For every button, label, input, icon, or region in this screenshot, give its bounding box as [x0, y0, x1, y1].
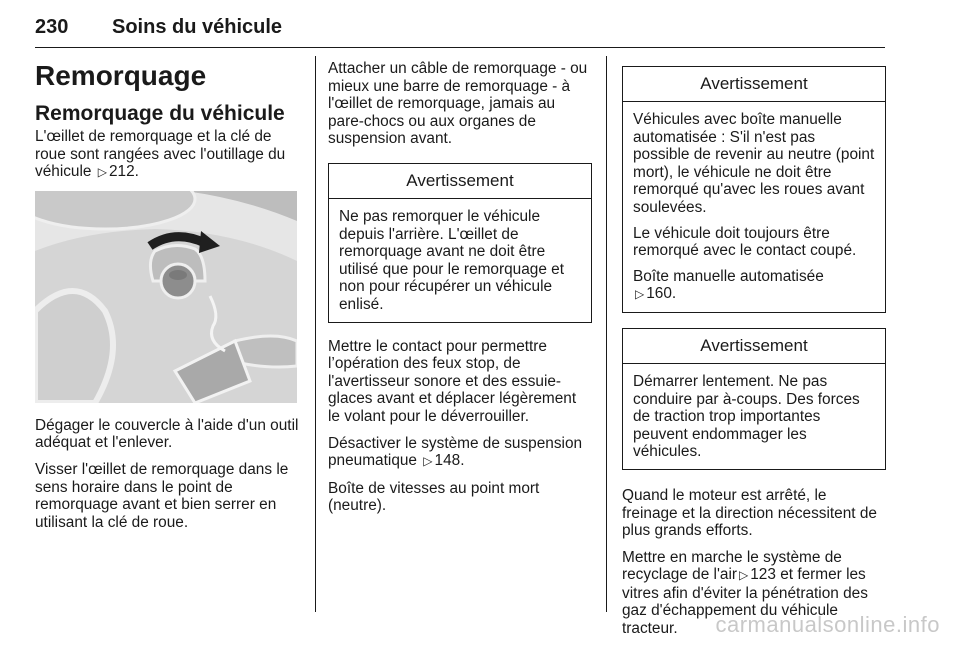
paragraph-attach-cable: Attacher un câble de remorquage - ou mieux une barre de remorquage - à l'œillet de remorquage, jamais au pare-chocs ou aux organes de suspension avant.: [328, 60, 588, 148]
page-ref-arrow-icon: ▷: [739, 568, 749, 583]
column-2: [328, 60, 592, 524]
towing-eye-illustration: [35, 191, 297, 403]
page-ref-arrow-icon: ▷: [423, 454, 433, 469]
paragraph-remove-cover: Dégager le couvercle à l'aide d'un outil adéquat et l'enlever.: [35, 416, 299, 452]
column-divider-1: [315, 56, 316, 612]
bumper-illustration-svg: [35, 191, 297, 403]
paragraph-suspension: Désactiver le système de suspension pneumatique ▷ 148.: [328, 434, 583, 470]
subsection-title: Remorquage du véhicule: [35, 102, 285, 125]
page-ref[interactable]: 148.: [434, 452, 465, 470]
page-header: [35, 6, 885, 50]
section-title: Remorquage: [35, 60, 207, 91]
column-divider-2: [606, 56, 607, 612]
page-ref[interactable]: 212.: [108, 163, 139, 181]
page-number: 230: [35, 16, 69, 38]
watermark: carmanualsonline.info: [715, 612, 940, 637]
column-3: [622, 66, 886, 647]
intro-paragraph: L'œillet de remorquage et la clé de roue sont rangées avec l'outillage du véhicule ▷ 212.: [35, 128, 286, 181]
header-rule: [35, 47, 885, 48]
warning-title: Avertissement: [623, 67, 885, 102]
paragraph-ignition: Mettre le contact pour permettre l’opération des feux stop, de l'avertisseur sonore et des essuie-glaces avant et déplacer légèrement le volant pour le déverrouiller.: [328, 337, 577, 425]
warning-body: Ne pas remorquer le véhicule depuis l'arrière. L'œillet de remorquage avant ne doit être utilisé que pour le remorquage et non pour récupérer un véhicule enlisé.: [339, 207, 565, 313]
warning-box-1: [328, 163, 592, 323]
paragraph-air-recirculation: Mettre en marche le système de recyclage de l'air ▷ 123 et fermer les vitres afin d'éviter la pénétration des gaz d'échappement du véhicule tracteur.: [622, 548, 868, 638]
warning-box-2: [622, 66, 886, 313]
running-title: Soins du véhicule: [112, 16, 283, 38]
page-ref[interactable]: 160.: [646, 285, 677, 303]
column-1: [35, 60, 303, 540]
warning-body: Démarrer lentement. Ne pas conduire par à-coups. Des forces de traction trop importantes peuvent endommager les véhicules.: [633, 372, 860, 461]
page-ref-arrow-icon: ▷: [97, 165, 107, 180]
paragraph-neutral: Boîte de vitesses au point mort (neutre).: [328, 479, 540, 515]
warning-box-3: [622, 328, 886, 470]
warning-body: Véhicules avec boîte manuelle automatisée : S'il n'est pas possible de revenir au neutre (point mort), le véhicule ne doit être remorqué qu'avec les roues avant soulevées. Le véhicule doit toujours être remorqué avec le contact coupé. Boîte manuelle automatisée ▷ 160.: [633, 111, 875, 303]
warning-title: Avertissement: [329, 164, 591, 199]
paragraph-engine-off: Quand le moteur est arrêté, le freinage et la direction nécessitent de plus grands efforts.: [622, 486, 877, 540]
page-ref[interactable]: 123: [750, 566, 776, 584]
paragraph-screw-eye: Visser l'œillet de remorquage dans le sens horaire dans le point de remorquage avant et bien serrer en utilisant la clé de roue.: [35, 460, 289, 531]
warning-title: Avertissement: [623, 329, 885, 364]
page-ref-arrow-icon: ▷: [635, 287, 645, 302]
